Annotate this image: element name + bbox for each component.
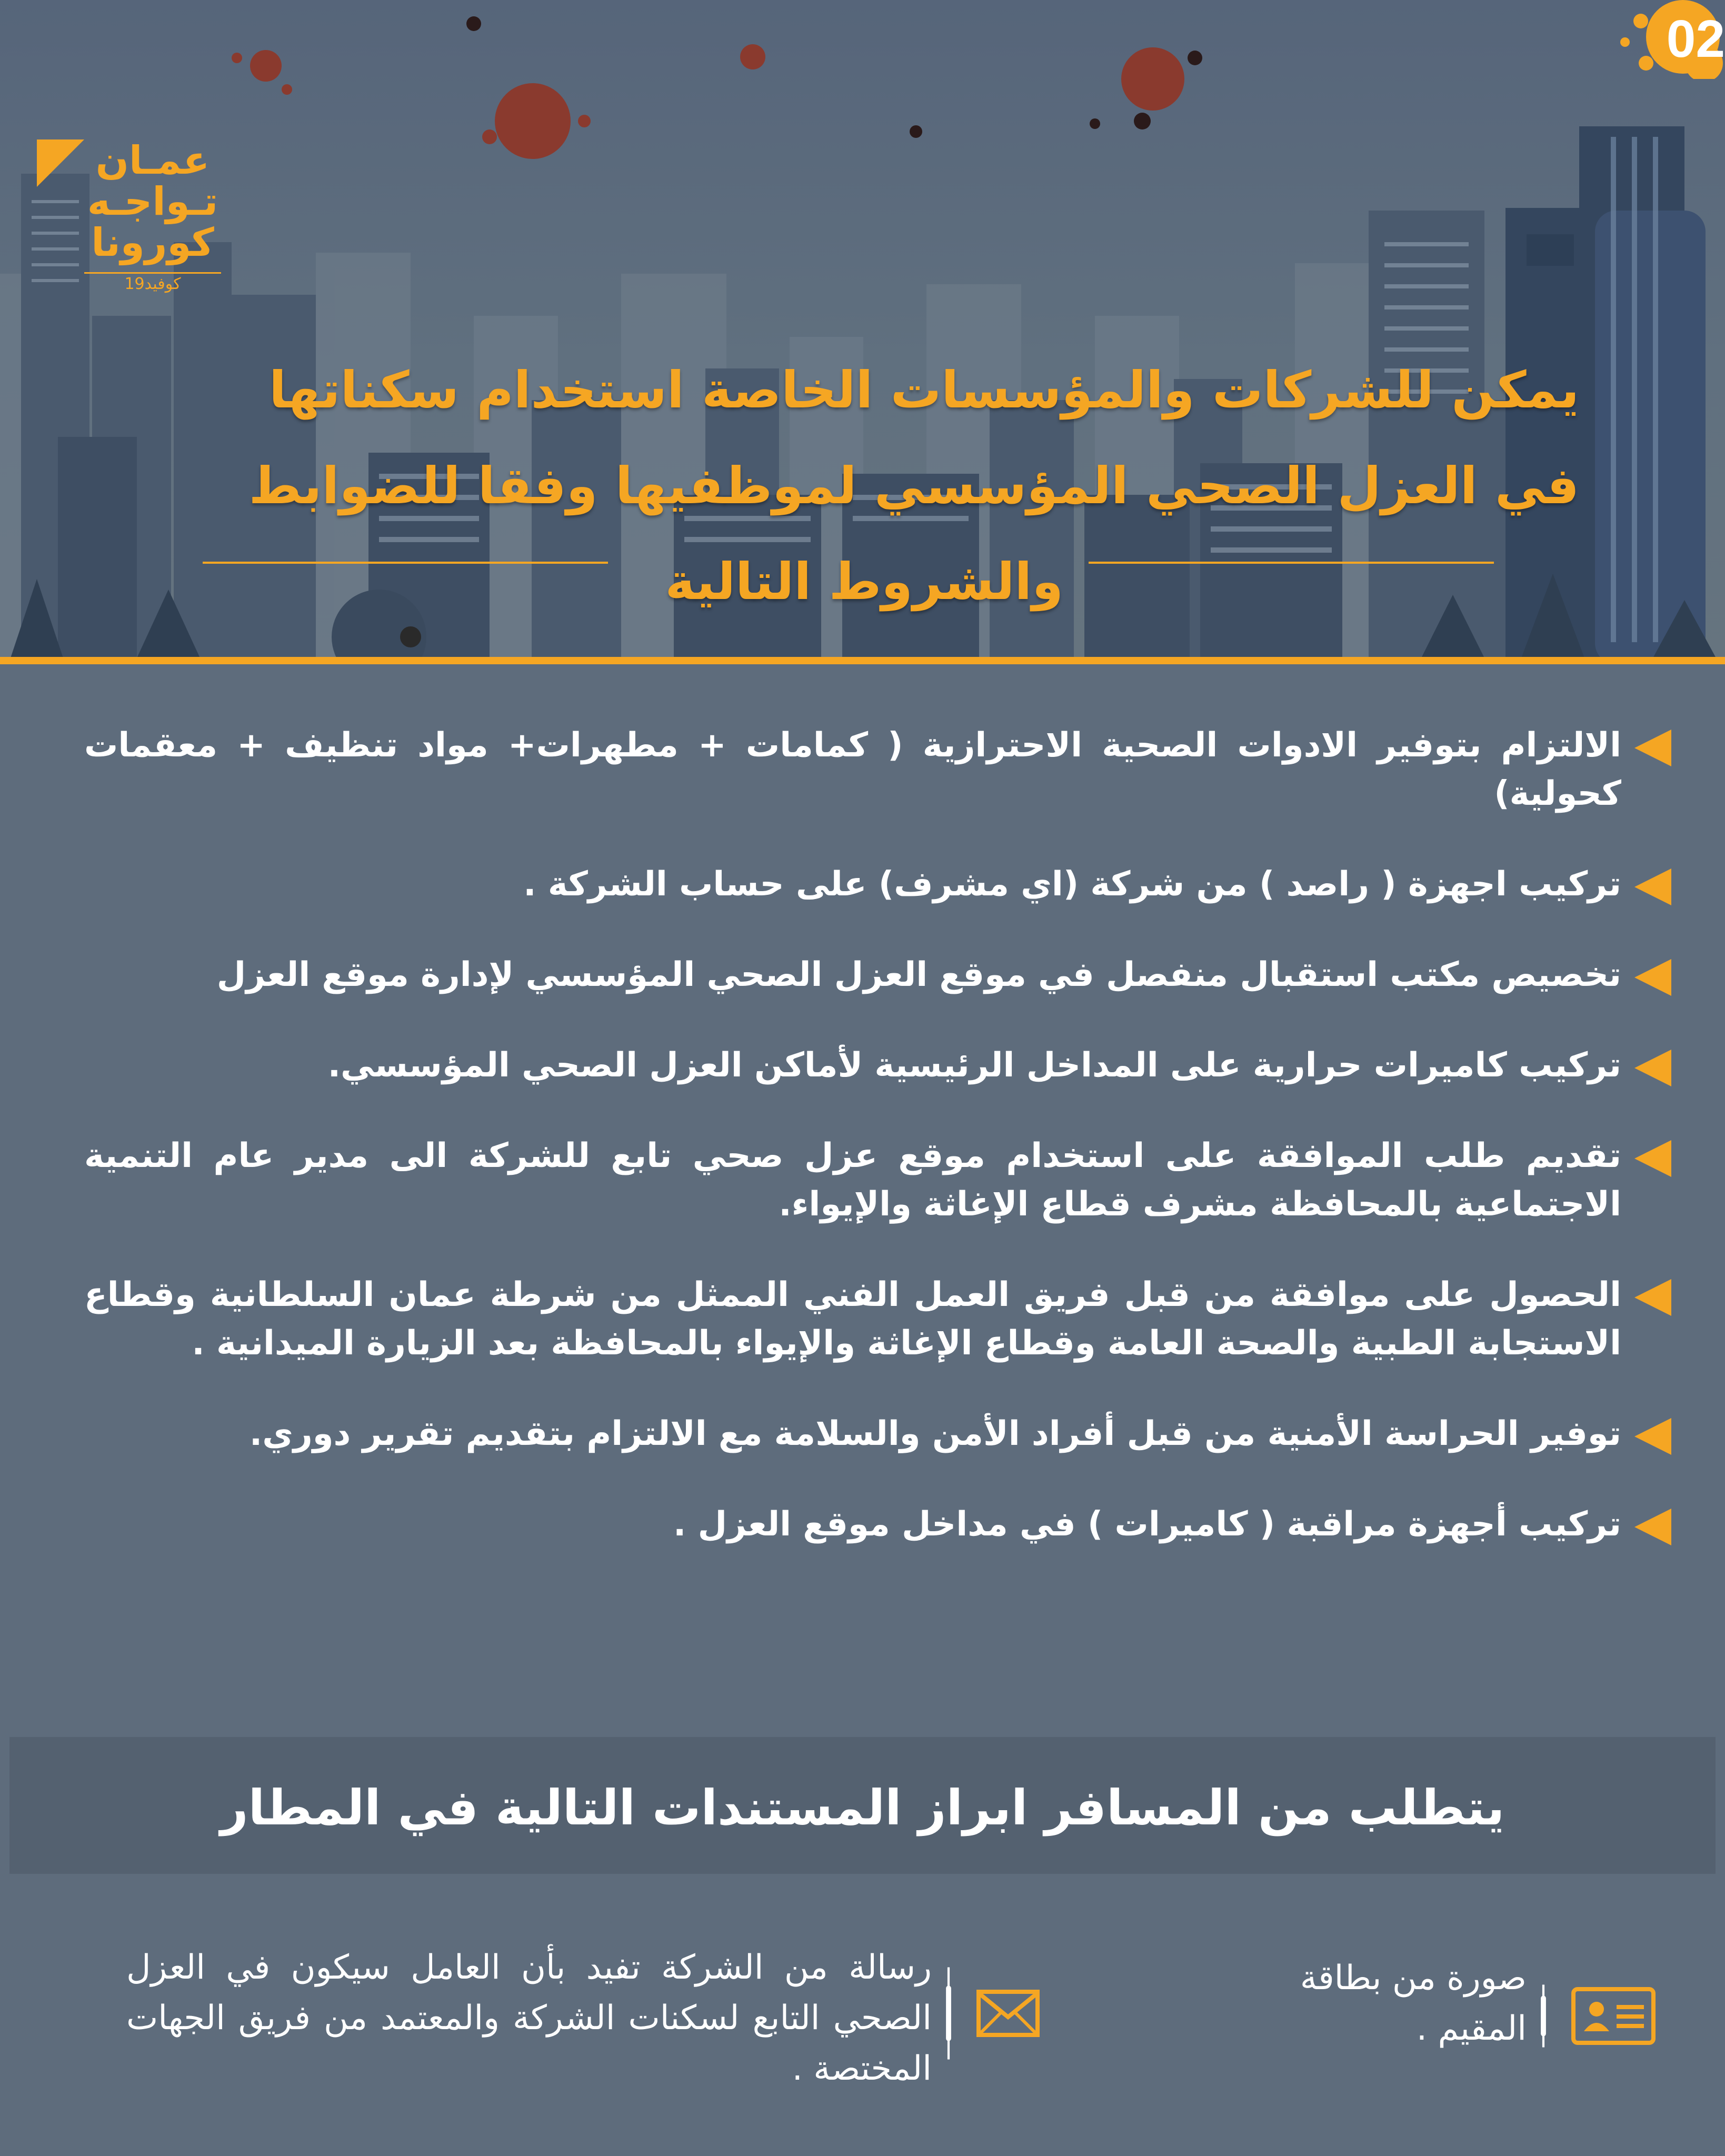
logo-line-1: عمـان: [95, 138, 210, 183]
condition-text: تركيب اجهزة ( راصد ) من شركة (اي مشرف) على حساب الشركة .: [523, 865, 1621, 904]
condition-text: تركيب أجهزة مراقبة ( كاميرات ) في مداخل موقع العزل .: [673, 1505, 1621, 1544]
condition-text: تركيب كاميرات حرارية على المداخل الرئيسية لأماكن العزل الصحي المؤسسي.: [327, 1046, 1621, 1085]
list-item: [84, 721, 1621, 818]
headline: [105, 342, 1579, 630]
headline-line-1: يمكن للشركات والمؤسسات الخاصة استخدام سكناتها: [268, 361, 1579, 420]
logo-line-2: تـواجـه: [87, 179, 218, 224]
headline-line-3: والشروط التالية: [665, 552, 1063, 611]
condition-text: تخصيص مكتب استقبال منفصل في موقع العزل الصحي المؤسسي لإدارة موقع العزل: [216, 955, 1621, 994]
headline-line-2: في العزل الصحي المؤسسي لموظفيها وفقا للضوابط: [248, 456, 1579, 515]
conditions-list: [84, 721, 1621, 1549]
triangle-bullet-icon: [1634, 1509, 1671, 1545]
condition-text: تقديم طلب الموافقة على استخدام موقع عزل صحي تابع للشركة الى مدير عام التنمية الاجتماعية بالمحافظة مشرف قطاع الإغاثة والإيواء.: [84, 1136, 1621, 1224]
id-card-icon: [1571, 1987, 1656, 2045]
document-divider: [945, 1948, 952, 2079]
page-number: 02: [1666, 9, 1725, 68]
triangle-bullet-icon: [1634, 1418, 1671, 1455]
triangle-bullet-icon: [1634, 869, 1671, 905]
headline-rule-left: [203, 562, 608, 564]
document-item-id-card: صورة من بطاقة المقيم .: [1300, 1959, 1527, 2048]
list-item: [84, 1132, 1621, 1229]
list-item: [84, 1041, 1621, 1090]
condition-text: توفير الحراسة الأمنية من قبل أفراد الأمن والسلامة مع الالتزام بتقديم تقرير دوري.: [249, 1414, 1621, 1453]
triangle-bullet-icon: [1634, 1140, 1671, 1177]
triangle-bullet-icon: [1634, 1279, 1671, 1316]
document-item-company-letter: رسالة من الشركة تفيد بأن العامل سيكون في العزل الصحي التابع لسكنات الشركة والمعتمد من فريق الجهات المختصة .: [126, 1948, 932, 2088]
header-accent-bar: [0, 657, 1725, 664]
triangle-bullet-icon: [1634, 959, 1671, 996]
envelope-icon: [976, 1990, 1040, 2037]
document-divider: [1540, 1971, 1547, 2061]
list-item: [84, 1271, 1621, 1368]
headline-rule-right: [1089, 562, 1494, 564]
list-item: [84, 1500, 1621, 1549]
condition-text: الحصول على موافقة من قبل فريق العمل الفني الممثل من شرطة عمان السلطانية وقطاع الاستجابة الطبية والصحة العامة وقطاع الإغاثة والإيواء بالمحافظة بعد الزيارة الميدانية .: [84, 1275, 1621, 1363]
logo-line-3: كورونا: [91, 220, 214, 265]
list-item: [84, 1410, 1621, 1458]
triangle-bullet-icon: [1634, 730, 1671, 766]
header-banner: [0, 0, 1725, 664]
documents-title: يتطلب من المسافر ابراز المستندات التالية في المطار: [220, 1780, 1505, 1836]
list-item: [84, 860, 1621, 909]
logo: [32, 139, 232, 297]
list-item: [84, 951, 1621, 999]
logo-subtitle: كوفيد19: [84, 272, 221, 293]
triangle-bullet-icon: [1634, 1050, 1671, 1086]
condition-text: الالتزام بتوفير الادوات الصحية الاحترازية ( كمامات + مطهرات+ مواد تنظيف + معقمات كحولية): [84, 726, 1621, 813]
